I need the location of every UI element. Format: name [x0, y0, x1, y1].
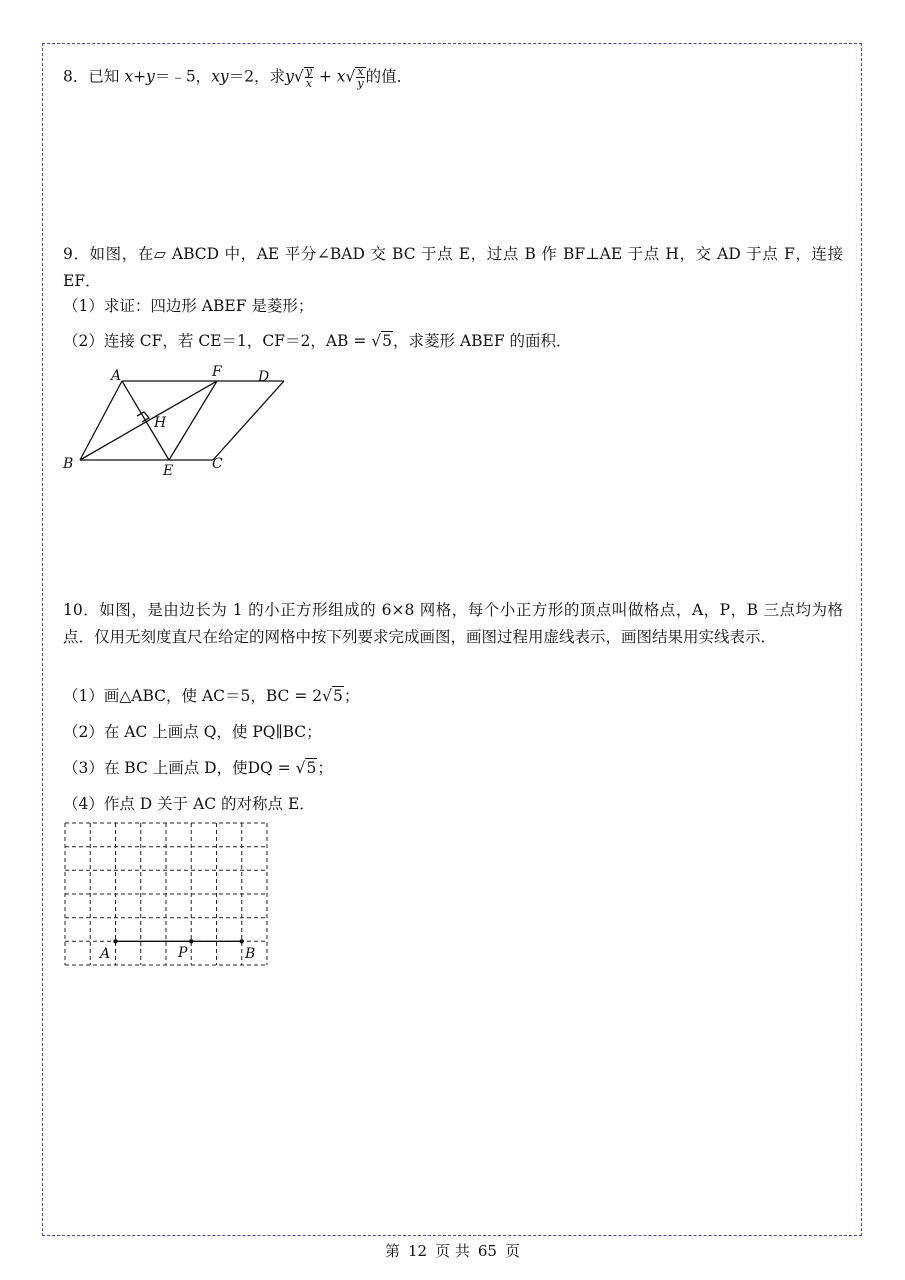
- question-10-part-2: （2）在 AC 上画点 Q，使 PQ∥BC；: [63, 723, 322, 741]
- question-9-part-2: （2）连接 CF，若 CE＝1，CF＝2，AB = √5，求菱形 ABEF 的面积．: [63, 332, 572, 350]
- label-C: C: [212, 456, 223, 472]
- question-9-part-1: （1）求证：四边形 ABEF 是菱形；: [63, 297, 314, 315]
- page-footer: 第 12 页 共 65 页: [385, 1242, 520, 1260]
- point-A: [113, 939, 117, 943]
- point-B: [240, 939, 244, 943]
- sqrt-x-over-y: √ $\frac{x}{y}$: [345, 65, 364, 90]
- point-P: [189, 939, 193, 943]
- grid-figure: [60, 818, 275, 973]
- grid-label-P: P: [178, 945, 188, 961]
- label-F: F: [212, 364, 222, 380]
- question-8: 8．已知 x+y＝﹣5，xy＝2，求y√ $\frac{y}{x}$ + x√ $\frac{x}{y}$ 的值．: [63, 65, 413, 90]
- label-D: D: [258, 369, 270, 385]
- question-10-part-3: （3）在 BC 上画点 D，使DQ = √5；: [63, 759, 333, 777]
- grid-label-A: A: [100, 946, 111, 962]
- question-10-part-1: （1）画△ABC，使 AC＝5，BC = 2√5；: [63, 687, 360, 705]
- label-H: H: [154, 415, 167, 431]
- parallelogram-figure: [55, 360, 295, 485]
- question-10-part-4: （4）作点 D 关于 AC 的对称点 E．: [63, 795, 315, 813]
- label-E: E: [163, 463, 174, 479]
- grid-label-B: B: [245, 946, 256, 962]
- question-10-stem: 10．如图，是由边长为 1 的小正方形组成的 6×8 网格，每个小正方形的顶点叫做格点，A，P，B 三点均为格点．仅用无刻度直尺在给定的网格中按下列要求完成画图，画图过程用虚线表示，画图结果用实线表示．: [63, 601, 843, 646]
- label-A: A: [111, 368, 122, 384]
- label-B: B: [63, 456, 74, 472]
- question-9-stem: 9．如图，在▱ ABCD 中，AE 平分∠BAD 交 BC 于点 E，过点 B 作 BF⊥AE 于点 H，交 AD 于点 F，连接 EF．: [63, 245, 843, 290]
- sqrt-y-over-x: √ $\frac{y}{x}$: [293, 65, 312, 90]
